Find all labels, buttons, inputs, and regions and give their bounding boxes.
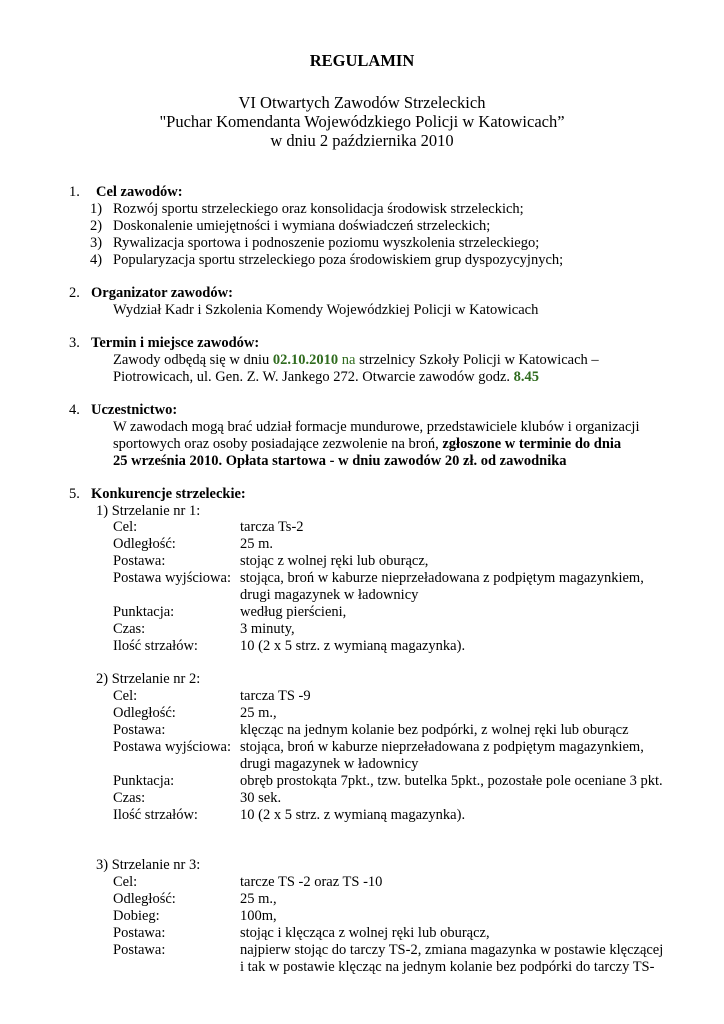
row-value: najpierw stojąc do tarczy TS-2, zmiana magazynka w postawie klęczącej [240,942,664,958]
event-date: 02.10.2010 [272,352,339,368]
row-label: Postawa: [113,925,166,941]
row-label: Punktacja: [113,773,175,789]
list-item-number: 1) [90,201,103,217]
competition-3-title: 3) Strzelanie nr 3: [96,857,201,873]
list-item-number: 4) [90,252,103,268]
section-4-deadline: zgłoszone w terminie do dnia [442,436,622,452]
section-4-text: sportowych oraz osoby posiadające zezwolenie na broń, [113,436,443,452]
section-3-heading: Termin i miejsce zawodów: [91,335,260,351]
row-label: Ilość strzałów: [113,638,198,654]
list-item: Doskonalenie umiejętności i wymiana doświadczeń strzeleckich; [113,218,491,234]
row-value: według pierścieni, [240,604,347,620]
row-label: Odległość: [113,891,176,907]
opening-time: 8.45 [513,369,540,385]
section-4-number: 4. [69,402,80,418]
row-value: drugi magazynek w ładownicy [240,587,419,603]
row-value: 25 m., [240,705,277,721]
row-label: Cel: [113,688,138,704]
section-3-text: Piotrowicach, ul. Gen. Z. W. Jankego 272. Otwarcie zawodów godz. [113,369,514,385]
section-5-number: 5. [69,486,80,502]
row-value: stojąca, broń w kaburze nieprzeładowana z podpiętym magazynkiem, [240,739,644,755]
row-label: Postawa wyjściowa: [113,570,231,586]
row-label: Czas: [113,790,146,806]
row-value: klęcząc na jednym kolanie bez podpórki, z wolnej ręki lub oburącz [240,722,629,738]
row-value: stojąca, broń w kaburze nieprzeładowana z podpiętym magazynkiem, [240,570,644,586]
row-value: 10 (2 x 5 strz. z wymianą magazynka). [240,807,466,823]
list-item: Rozwój sportu strzeleckiego oraz konsolidacja środowisk strzeleckich; [113,201,524,217]
section-3-line-1 [113,351,599,369]
row-value: 30 sek. [240,790,282,806]
document-title: REGULAMIN [309,51,415,70]
list-item-number: 3) [90,235,103,251]
section-4-line-1: W zawodach mogą brać udział formacje mundurowe, przedstawiciele klubów i organizacji [113,419,640,435]
section-5-heading: Konkurencje strzeleckie: [91,486,246,502]
row-value: obręb prostokąta 7pkt., tzw. butelka 5pkt., pozostałe pole oceniane 3 pkt. [240,773,663,789]
section-3-na: na [338,352,356,368]
row-label: Postawa: [113,942,166,958]
row-value: 25 m. [240,536,274,552]
section-2-number: 2. [69,285,80,301]
section-3-number: 3. [69,335,80,351]
row-value: stojąc z wolnej ręki lub oburącz, [240,553,429,569]
row-label: Dobieg: [113,908,160,924]
row-label: Ilość strzałów: [113,807,198,823]
section-4-heading: Uczestnictwo: [91,402,178,418]
section-2-heading: Organizator zawodów: [91,285,233,301]
section-4-line-2 [113,435,621,453]
competition-2-title: 2) Strzelanie nr 2: [96,671,201,687]
row-label: Czas: [113,621,146,637]
row-label: Punktacja: [113,604,175,620]
row-label: Odległość: [113,705,176,721]
list-item: Rywalizacja sportowa i podnoszenie poziomu wyszkolenia strzeleckiego; [113,235,540,251]
row-label: Postawa: [113,722,166,738]
row-value: tarcza Ts-2 [240,519,304,535]
row-label: Cel: [113,874,138,890]
row-value: 3 minuty, [240,621,295,637]
subtitle-line-3: w dniu 2 października 2010 [270,131,454,150]
row-value: 10 (2 x 5 strz. z wymianą magazynka). [240,638,466,654]
section-2-text: Wydział Kadr i Szkolenia Komendy Wojewódzkiej Policji w Katowicach [113,302,539,318]
section-1-heading: Cel zawodów: [96,184,183,200]
row-value: 25 m., [240,891,277,907]
section-3-text: strzelnicy Szkoły Policji w Katowicach – [355,352,599,368]
row-value: i tak w postawie klęcząc na jednym kolanie bez podpórki do tarczy TS- [240,959,655,975]
list-item: Popularyzacja sportu strzeleckiego poza środowiskiem grup dyspozycyjnych; [113,252,564,268]
section-1-number: 1. [69,184,80,200]
list-item-number: 2) [90,218,103,234]
row-value: 100m, [240,908,277,924]
subtitle-line-1: VI Otwartych Zawodów Strzeleckich [238,93,486,112]
competition-1-title: 1) Strzelanie nr 1: [96,503,201,519]
section-4-line-3: 25 września 2010. Opłata startowa - w dniu zawodów 20 zł. od zawodnika [113,453,567,469]
row-value: drugi magazynek w ładownicy [240,756,419,772]
section-3-line-2 [113,368,539,386]
row-value: tarcze TS -2 oraz TS -10 [240,874,383,890]
row-label: Postawa: [113,553,166,569]
row-label: Postawa wyjściowa: [113,739,231,755]
row-label: Odległość: [113,536,176,552]
section-3-text: Zawody odbędą się w dniu [113,352,273,368]
row-value: stojąc i klęcząca z wolnej ręki lub oburącz, [240,925,490,941]
row-value: tarcza TS -9 [240,688,311,704]
row-label: Cel: [113,519,138,535]
subtitle-line-2: "Puchar Komendanta Wojewódzkiego Policji w Katowicach” [159,112,565,131]
